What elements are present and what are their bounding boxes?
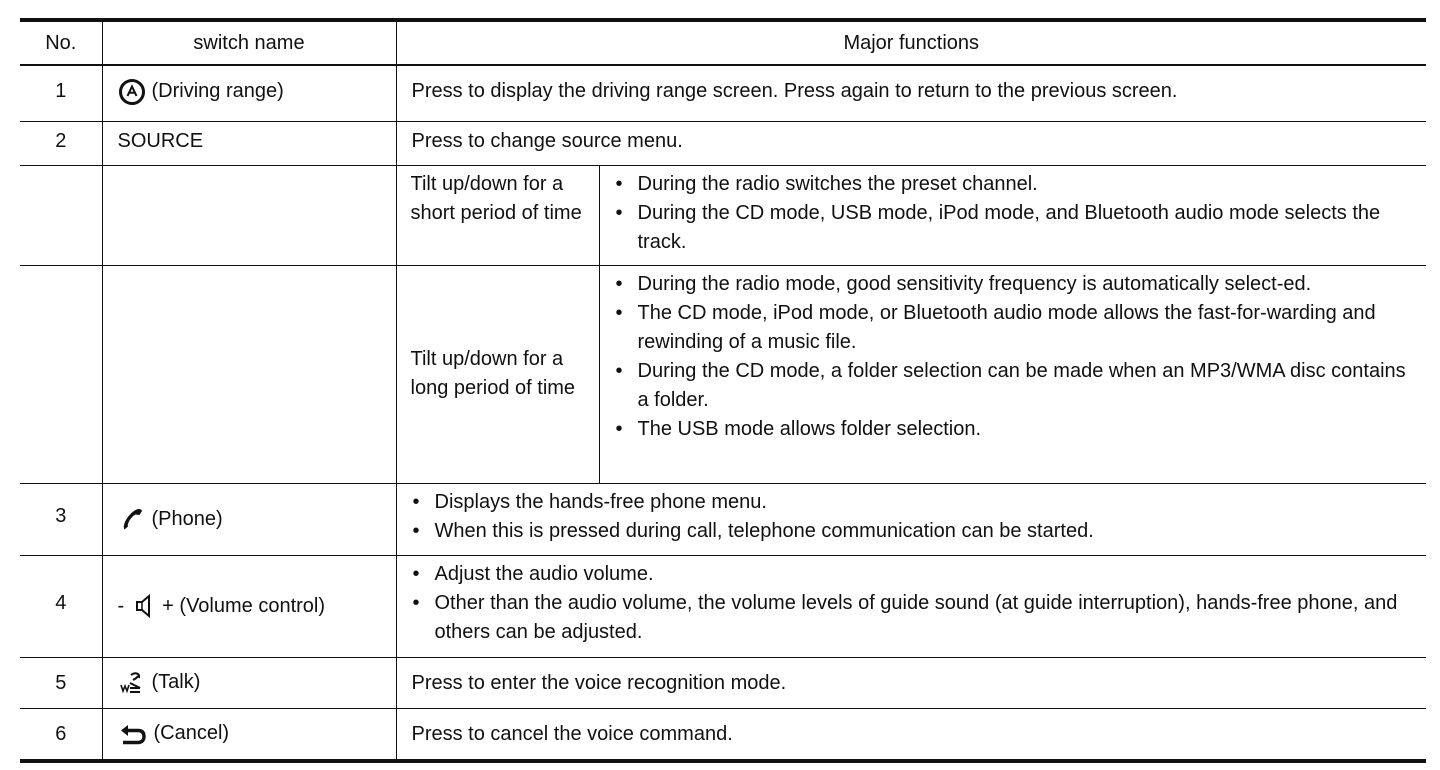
header-major-functions: Major functions	[396, 20, 1426, 65]
list-item: • During the radio mode, good sensitivity frequency is automatically select-ed.	[612, 270, 1415, 299]
function-bullet-list	[409, 488, 1415, 546]
header-switch-name: switch name	[102, 20, 396, 65]
switch-name-label: SOURCE	[102, 121, 396, 165]
sub-condition-label: Tilt up/down for a long period of time	[396, 265, 599, 483]
switch-name-label: (Driving range)	[151, 80, 284, 102]
table-row	[20, 708, 1426, 761]
list-item: • The CD mode, iPod mode, or Bluetooth audio mode allows the fast-for-warding and rewinding of a music file.	[612, 299, 1415, 357]
function-list-cell	[396, 483, 1426, 555]
function-bullet-list	[612, 270, 1415, 444]
list-item: • Other than the audio volume, the volume levels of guide sound (at guide interruption), hands-free phone, and others can be adjusted.	[409, 589, 1415, 647]
list-item: • During the CD mode, USB mode, iPod mode, and Bluetooth audio mode selects the track.	[612, 199, 1415, 257]
speaker-icon	[134, 592, 156, 620]
list-item: • Displays the hands-free phone menu.	[409, 488, 1415, 517]
switch-name-cell	[102, 555, 396, 657]
list-item: • When this is pressed during call, telephone communication can be started.	[409, 517, 1415, 546]
table-row	[20, 265, 1426, 483]
switch-name-label: (Cancel)	[153, 722, 230, 745]
table-row	[20, 165, 1426, 265]
sub-condition-label: Tilt up/down for a short period of time	[396, 165, 599, 265]
table-row	[20, 65, 1426, 121]
list-item: • The USB mode allows folder selection.	[612, 415, 1415, 444]
table-row	[20, 483, 1426, 555]
empty-switch-cell	[102, 265, 396, 483]
talk-icon	[118, 669, 146, 697]
row-number: 5	[20, 657, 102, 708]
empty-no-cell	[20, 265, 102, 483]
function-list-cell	[599, 265, 1426, 483]
row-number: 6	[20, 708, 102, 761]
function-text: Press to cancel the voice command.	[396, 708, 1426, 761]
function-list-cell	[599, 165, 1426, 265]
switch-name-cell	[102, 65, 396, 121]
switch-name-label: (Talk)	[151, 671, 201, 693]
table-row	[20, 121, 1426, 165]
empty-switch-cell	[102, 165, 396, 265]
switch-name-label: (Phone)	[151, 507, 223, 530]
volume-minus-label: -	[117, 594, 125, 617]
row-number: 2	[20, 121, 102, 165]
row-number: 3	[20, 483, 102, 555]
switch-functions-table	[20, 18, 1426, 763]
table-row	[20, 657, 1426, 708]
list-item: • During the radio switches the preset channel.	[612, 170, 1415, 199]
header-no: No.	[20, 20, 102, 65]
function-list-cell	[396, 555, 1426, 657]
empty-no-cell	[20, 165, 102, 265]
function-text: Press to enter the voice recognition mode.	[396, 657, 1426, 708]
function-bullet-list	[409, 560, 1415, 647]
switch-name-label: + (Volume control)	[162, 594, 326, 617]
row-number: 1	[20, 65, 102, 121]
list-item: • Adjust the audio volume.	[409, 560, 1415, 589]
switch-name-cell	[102, 657, 396, 708]
function-text: Press to change source menu.	[396, 121, 1426, 165]
cancel-arrow-icon	[118, 720, 148, 748]
row-number: 4	[20, 555, 102, 657]
switch-name-cell	[102, 708, 396, 761]
function-bullet-list	[612, 170, 1415, 257]
phone-icon	[118, 505, 146, 533]
function-text: Press to display the driving range screen. Press again to return to the previous screen.	[396, 65, 1426, 121]
driving-range-icon	[118, 78, 146, 106]
table-row	[20, 555, 1426, 657]
switch-functions-table-container	[20, 18, 1426, 763]
table-header-row	[20, 20, 1426, 65]
list-item: • During the CD mode, a folder selection can be made when an MP3/WMA disc contains a folder.	[612, 357, 1415, 415]
switch-name-cell	[102, 483, 396, 555]
